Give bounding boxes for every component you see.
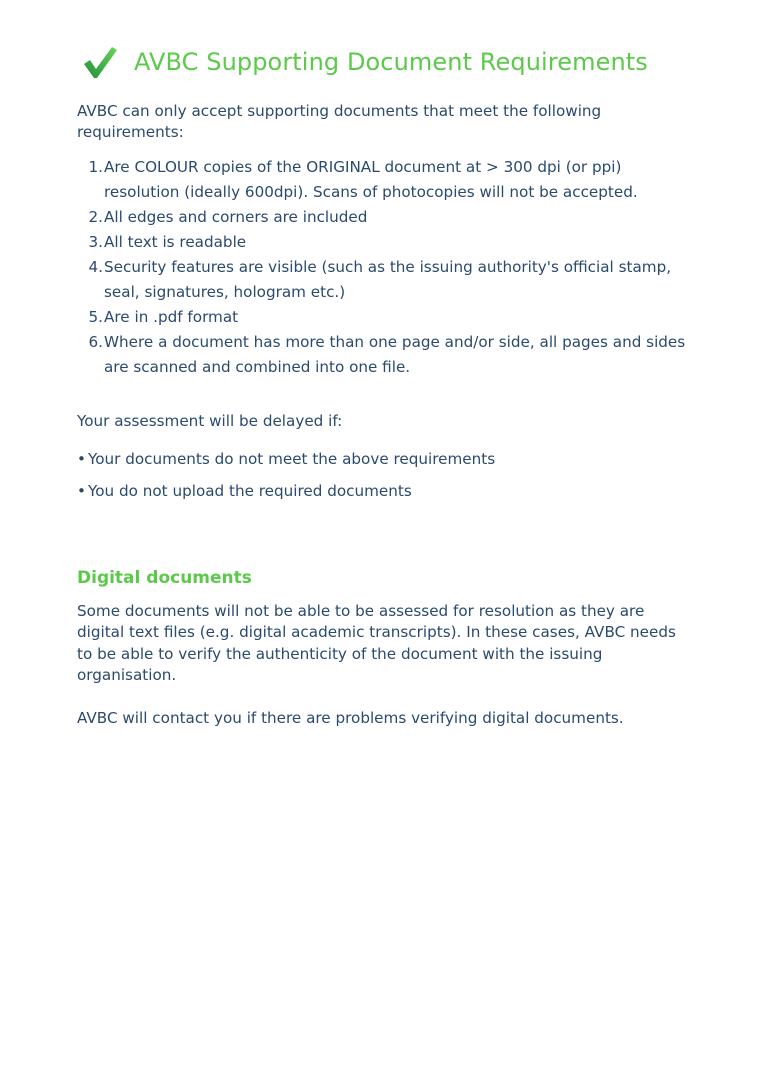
bullet-icon: • [77,482,86,500]
requirement-text: All text is readable [104,233,247,251]
requirement-number: 6. [88,333,103,351]
requirement-text: Where a document has more than one page and/or side, all pages and sides are scanned and combined into one file. [104,333,686,376]
requirement-item [77,205,697,230]
requirement-item [77,330,697,380]
delay-reason-text: Your documents do not meet the above requirements [88,450,496,468]
delay-reason-item [77,475,495,507]
delay-reasons-list [77,443,495,507]
requirement-number: 2. [88,208,103,226]
requirement-text: Are COLOUR copies of the ORIGINAL document at > 300 dpi (or ppi) resolution (ideally 600dpi). Scans of photocopies will not be accepted. [104,158,638,201]
delay-reason-text: You do not upload the required documents [88,482,412,500]
requirement-number: 5. [88,308,103,326]
delay-reason-item [77,443,495,475]
requirement-item [77,305,697,330]
title-row [82,42,648,82]
requirement-number: 4. [88,258,103,276]
page-title: AVBC Supporting Document Requirements [134,48,648,76]
requirement-number: 3. [88,233,103,251]
digital-documents-paragraph: Some documents will not be able to be assessed for resolution as they are digital text files (e.g. digital academic transcripts). In these cases, AVBC needs to be able to verify the authenticity of the document with the issuing organisation. [77,602,676,684]
requirement-item [77,155,697,205]
digital-documents-contact-note: AVBC will contact you if there are problems verifying digital documents. [77,709,624,727]
requirements-list [77,155,697,380]
requirement-text: Security features are visible (such as the issuing authority's official stamp, seal, signatures, hologram etc.) [104,258,672,301]
delay-heading: Your assessment will be delayed if: [77,412,343,430]
requirement-text: Are in .pdf format [104,308,239,326]
requirement-item [77,255,697,305]
requirement-number: 1. [88,158,103,176]
intro-text: AVBC can only accept supporting documents that meet the following requirements: [77,102,602,141]
requirement-text: All edges and corners are included [104,208,368,226]
bullet-icon: • [77,450,86,468]
digital-documents-heading: Digital documents [77,568,252,588]
requirement-item [77,230,697,255]
checkmark-icon [82,44,118,80]
